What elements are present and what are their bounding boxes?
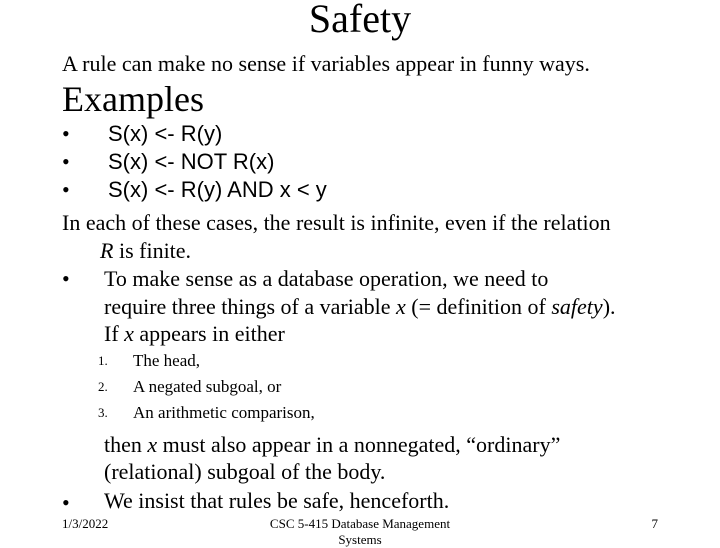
code-example-2: S(x) <- NOT R(x) [108, 149, 275, 174]
list-item: An arithmetic comparison, [133, 403, 315, 422]
list-item: A negated subgoal, or [133, 377, 282, 396]
variable-x: x [395, 294, 406, 319]
footer-page-number: 7 [651, 516, 658, 531]
safety-line-3: If x appears in either [104, 321, 285, 346]
code-example-1: S(x) <- R(y) [108, 121, 223, 146]
bullet-glyph: • [62, 149, 70, 174]
safety-line-2: require three things of a variable x (= definition of safety). [104, 294, 616, 319]
variable-x: x [147, 432, 158, 457]
bullet-glyph: • [62, 121, 70, 146]
slide-title: Safety [308, 0, 412, 41]
bullet-glyph: • [62, 266, 70, 291]
list-number: 1. [98, 353, 108, 368]
footer-course: CSC 5-415 Database Management Systems [269, 516, 451, 547]
statement-line-1: In each of these cases, the result is infinite, even if the relation [62, 210, 611, 235]
variable-r: R [100, 238, 114, 263]
list-number: 2. [98, 379, 108, 394]
examples-heading: Examples [62, 79, 204, 119]
safety-term: safety [551, 294, 603, 319]
conclusion-line-2: (relational) subgoal of the body. [104, 459, 386, 484]
statement-line-2: R is finite. [100, 238, 192, 263]
code-example-3: S(x) <- R(y) AND x < y [108, 177, 327, 202]
safety-line-1: To make sense as a database operation, we need to [104, 266, 549, 291]
bullet-glyph: • [62, 177, 70, 202]
list-item: The head, [133, 351, 201, 370]
final-bullet-text: We insist that rules be safe, henceforth. [104, 488, 450, 513]
footer-date: 1/3/2022 [62, 516, 109, 531]
slide-subtitle: A rule can make no sense if variables appear in funny ways. [62, 51, 590, 76]
bullet-glyph: • [62, 490, 70, 515]
list-number: 3. [98, 405, 108, 420]
conclusion-line-1: then x must also appear in a nonnegated, “ordinary” [104, 432, 561, 457]
variable-x: x [124, 321, 134, 346]
